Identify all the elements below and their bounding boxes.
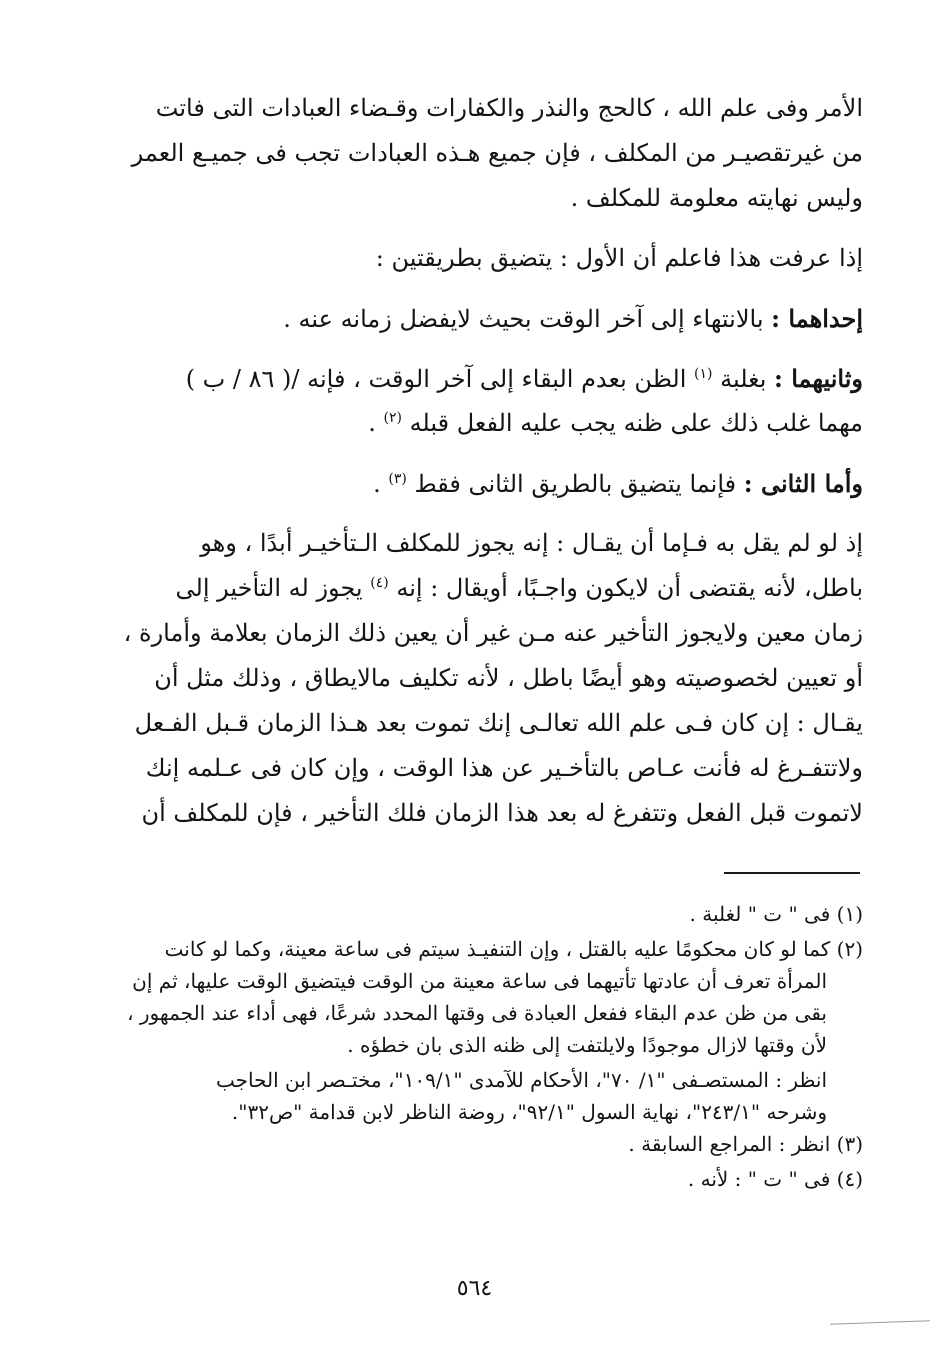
text-line: إذا عرفت هذا فاعلم أن الأول : يتضيق بطريقتين :: [375, 244, 863, 272]
text-line: أو تعيين لخصوصيته وهو أيضًا باطل ، لأنه تكليف مالايطاق ، وذلك مثل أن: [154, 664, 863, 692]
paragraph-heading: وأما الثانى :: [743, 469, 863, 498]
paragraph-text: .: [368, 409, 384, 437]
paragraph-text: .: [373, 470, 389, 498]
footnote-line: المرأة تعرف أن عادتها تأتيهما فى ساعة معينة من الوقت فيتضيق الوقت عليها، ثم إن: [132, 969, 827, 993]
footnote-3: (٣) انظر : المراجع السابقة .: [628, 1132, 863, 1156]
footnote-marker: (٤): [370, 575, 389, 591]
paragraph-text: بغلبة: [712, 365, 775, 393]
text-line: إذ لو لم يقل به فـإما أن يقـال : إنه يجوز للمكلف الـتأخيـر أبدًا ، وهو: [200, 529, 863, 557]
paragraph-text: باطل، لأنه يقتضى أن لايكون واجـبًا، أويقال : إنه: [388, 574, 863, 602]
paragraph-3: [95, 296, 863, 341]
paragraph-text: مهما غلب ذلك على ظنه يجب عليه الفعل قبله: [401, 409, 863, 437]
paragraph-1: [95, 86, 863, 221]
text-line: يقـال : إن كان فـى علم الله تعالـى إنك تموت بعد هـذا الزمان قـبل الفـعل: [134, 709, 863, 737]
text-line: الأمر وفى علم الله ، كالحج والنذر والكفارات وقـضاء العبادات التى فاتت: [155, 94, 863, 122]
text-line: لاتموت قبل الفعل وتتفرغ له بعد هذا الزمان فلك التأخير ، فإن للمكلف أن: [141, 799, 863, 827]
footnotes: [95, 898, 863, 1195]
text-line: وليس نهايته معلومة للمكلف .: [570, 184, 863, 212]
text-line: ولاتتفـرغ له فأنت عـاص بالتأخـير عن هذا الوقت ، وإن كان فى عـلمه إنك: [145, 754, 863, 782]
paragraph-5: [95, 461, 863, 506]
footnote-line: وشرحه "٢٤٣/١"، نهاية السول "٩٢/١"، روضة الناظر لابن قدامة "ص٣٢".: [231, 1100, 827, 1124]
paragraph-2: [95, 236, 863, 281]
paragraph-4: [95, 356, 863, 446]
text-line: [95, 401, 863, 446]
paragraph-heading: إحداهما :: [771, 304, 863, 333]
footnote-line: انظر : المستصـفى "١/ ٧٠"، الأحكام للآمدى "١٠٩/١"، مختـصر ابن الحاجب: [215, 1068, 827, 1092]
paragraph-text: يجوز له التأخير إلى: [175, 574, 371, 602]
text-line: [95, 461, 863, 506]
footnote-separator: [724, 872, 860, 874]
page-number: ٥٦٤: [456, 1276, 493, 1301]
text-line: من غيرتقصيـر من المكلف ، فإن جميع هـذه العبادات تجب فى جميـع العمر: [131, 139, 863, 167]
paragraph-text: فإنما يتضيق بالطريق الثانى فقط: [406, 470, 744, 498]
footnote-4: (٤) فى " ت " : لأنه .: [687, 1167, 863, 1191]
footnote-2: [95, 933, 863, 1128]
paragraph-text: الظن بعدم البقاء إلى آخر الوقت ، فإنه /( ٨٦ / ب ): [185, 365, 694, 393]
paragraph-text: بالانتهاء إلى آخر الوقت بحيث لايفضل زمانه عنه .: [283, 305, 772, 333]
footnote-line: (٢) كما لو كان محكومًا عليه بالقتل ، وإن التنفيـذ سيتم فى ساعة معينة، وكما لو كانت: [164, 937, 863, 961]
text-line: زمان معين ولايجوز التأخير عنه مـن غير أن يعين ذلك الزمان بعلامة وأمارة ،: [123, 619, 863, 647]
footnote-line: لأن وقتها لازال موجودًا ولايلتفت إلى ظنه الذى بان خطؤه .: [347, 1033, 827, 1057]
footnote-line: بقى من ظن عدم البقاء ففعل العبادة فى وقتها المحدد شرعًا، فهى أداء عند الجمهور ،: [127, 1001, 827, 1025]
paragraph-6: [95, 521, 863, 836]
text-line: [95, 296, 863, 341]
text-line: [95, 356, 863, 401]
scan-artifact-line: [830, 1320, 930, 1324]
footnote-marker: (١): [693, 366, 713, 382]
paragraph-heading: وثانيهما :: [774, 364, 863, 393]
footnote-marker: (٢): [383, 410, 402, 426]
text-line: [95, 566, 863, 611]
footnote-1: (١) فى " ت " لغلبة .: [689, 902, 863, 926]
footnote-marker: (٣): [388, 471, 407, 487]
main-text: [95, 86, 863, 836]
